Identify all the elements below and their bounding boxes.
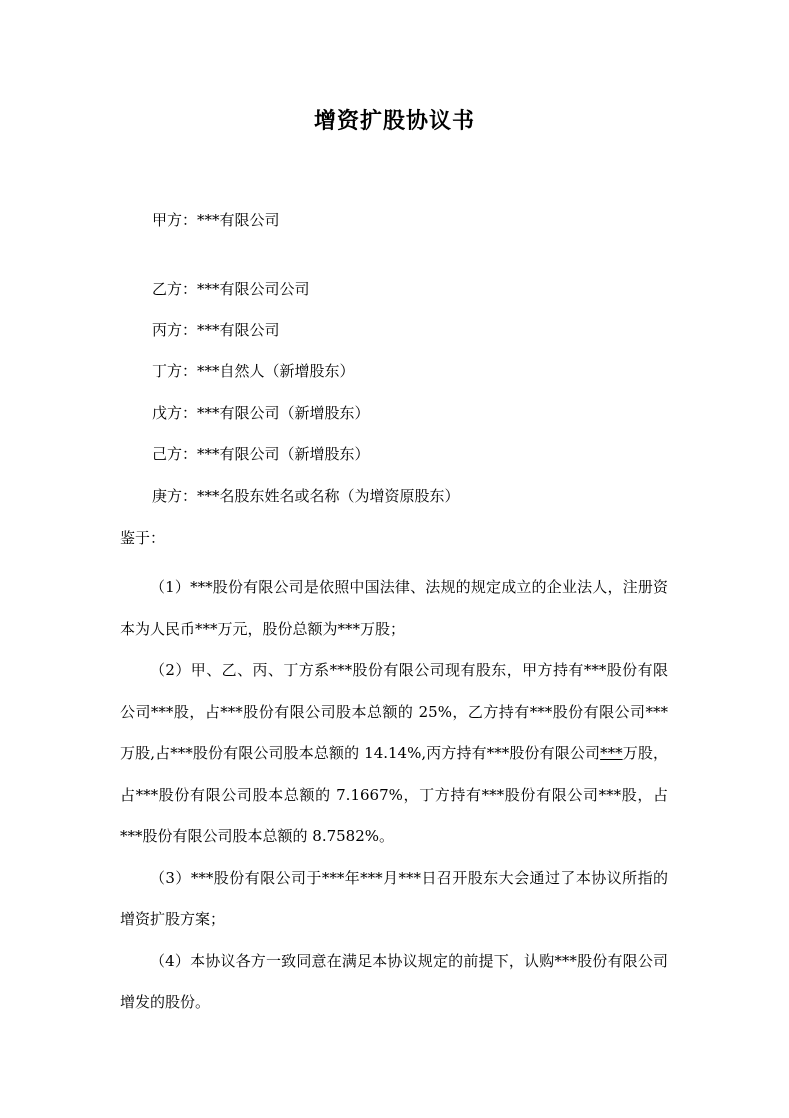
document-title: 增资扩股协议书 — [313, 108, 475, 134]
party-g: 庚方：***名股东姓名或名称（为增资原股东） — [152, 487, 460, 505]
party-a: 甲方：***有限公司 — [152, 211, 280, 229]
clause-3: （3）***股份有限公司于***年***月***日召开股东大会通过了本协议所指的增资扩股方案； — [120, 868, 668, 928]
whereas-clauses — [120, 567, 668, 1024]
whereas-label: 鉴于： — [120, 529, 166, 547]
party-e: 戊方：***有限公司（新增股东） — [152, 404, 370, 422]
party-d: 丁方：***自然人（新增股东） — [152, 362, 355, 380]
party-c: 丙方：***有限公司 — [152, 321, 280, 339]
clause-2-text-b: 万股，占***股份有限公司股本总额的 7.1667%，丁方持有***股份有限公司***股，占***股份有限公司股本总额的 8.7582%。 — [120, 744, 668, 845]
party-f: 己方：***有限公司（新增股东） — [152, 445, 370, 463]
party-b: 乙方：***有限公司公司 — [152, 280, 310, 298]
clause-2-underlined: *** — [600, 744, 623, 762]
clause-2-text-a: （2）甲、乙、丙、丁方系***股份有限公司现有股东，甲方持有***股份有限公司***股，占***股份有限公司股本总额的 25%，乙方持有***股份有限公司***万股,占***股份有限公司股本总额的 14.14%,丙方持有***股份有限公司 — [120, 661, 668, 762]
clause-2 — [120, 650, 668, 858]
clause-4: （4）本协议各方一致同意在满足本协议规定的前提下，认购***股份有限公司增发的股份。 — [120, 951, 668, 1011]
clause-1: （1）***股份有限公司是依照中国法律、法规的规定成立的企业法人，注册资本为人民币***万元，股份总额为***万股； — [120, 578, 668, 638]
